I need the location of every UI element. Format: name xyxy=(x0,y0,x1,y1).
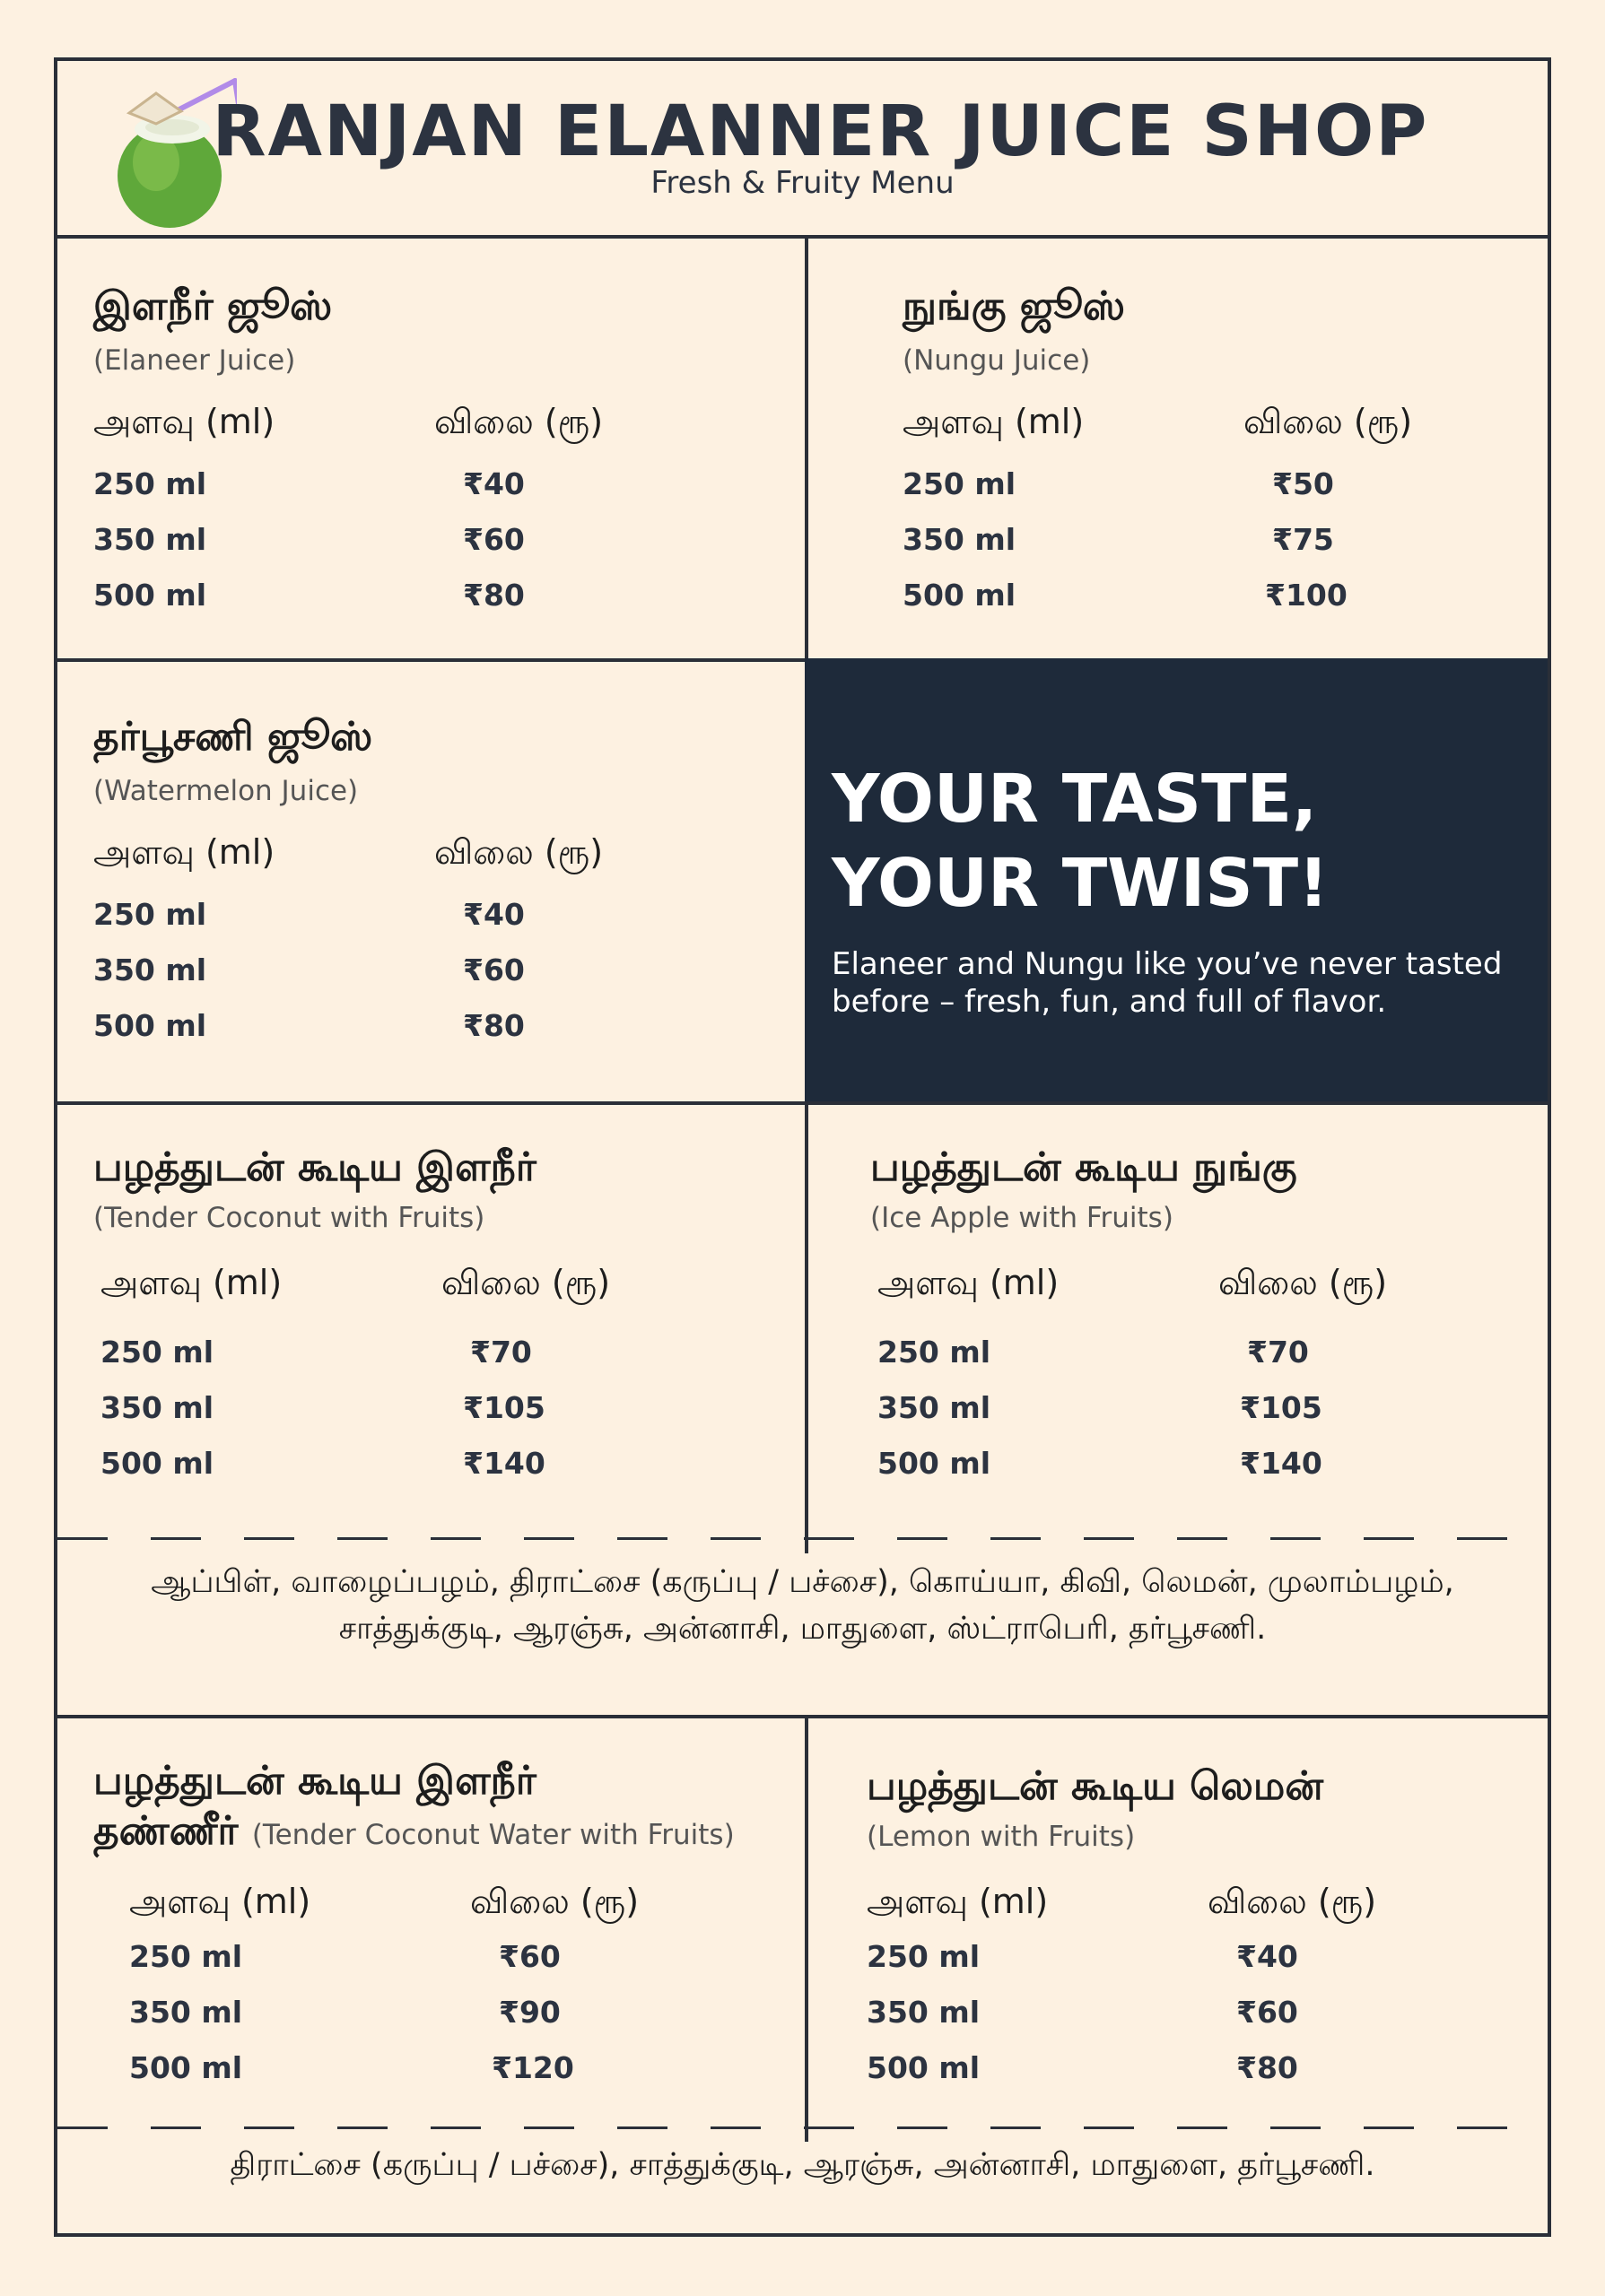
size-value: 350 ml xyxy=(877,1390,991,1425)
size-value: 350 ml xyxy=(903,522,1016,557)
section-title-continued: தண்ணீர் xyxy=(93,1808,239,1854)
header xyxy=(57,61,1548,235)
size-value: 350 ml xyxy=(93,522,207,557)
size-value: 250 ml xyxy=(903,466,1016,501)
price-value: ₹105 xyxy=(463,1390,545,1425)
promo-text: Elaneer and Nungu like you’ve never tasted before – fresh, fun, and full of flavor. xyxy=(832,946,1503,1020)
price-value: ₹60 xyxy=(499,1939,561,1974)
section-title: தர்பூசணி ஜூஸ் xyxy=(93,714,373,760)
price-value: ₹40 xyxy=(463,466,525,501)
size-column-header: அளவு (ml) xyxy=(93,402,275,441)
price-value: ₹90 xyxy=(499,1995,561,2030)
size-value: 500 ml xyxy=(93,578,207,613)
shop-subtitle: Fresh & Fruity Menu xyxy=(650,165,955,201)
divider xyxy=(57,1715,1548,1718)
price-value: ₹80 xyxy=(463,578,525,613)
price-value: ₹60 xyxy=(463,952,525,987)
price-value: ₹70 xyxy=(470,1335,532,1370)
size-value: 350 ml xyxy=(100,1390,214,1425)
size-value: 250 ml xyxy=(877,1335,991,1370)
price-value: ₹75 xyxy=(1272,522,1334,557)
size-column-header: அளவு (ml) xyxy=(867,1882,1049,1921)
section-title: நுங்கு ஜூஸ் xyxy=(903,283,1126,329)
section-subtitle: (Watermelon Juice) xyxy=(93,775,359,807)
price-column-header: விலை (ரூ) xyxy=(1218,1263,1388,1302)
section-subtitle: (Elaneer Juice) xyxy=(93,344,296,377)
divider xyxy=(805,1715,808,2142)
price-value: ₹40 xyxy=(1236,1939,1298,1974)
size-column-header: அளவு (ml) xyxy=(93,832,275,872)
promo-panel xyxy=(805,658,1548,1101)
size-value: 500 ml xyxy=(903,578,1016,613)
fruit-list-note: ஆப்பிள், வாழைப்பழம், திராட்சை (கருப்பு / பச்சை), கொய்யா, கிவி, லெமன், முலாம்பழம், சாத்துக்குடி, ஆரஞ்சு, அன்னாசி, மாதுளை, ஸ்ட்ராபெரி, தர்பூசணி. xyxy=(151,1564,1454,1647)
divider xyxy=(57,1101,1548,1105)
section-subtitle: (Nungu Juice) xyxy=(903,344,1091,377)
size-value: 250 ml xyxy=(100,1335,214,1370)
size-value: 500 ml xyxy=(100,1446,214,1481)
size-value: 500 ml xyxy=(129,2050,243,2085)
size-value: 350 ml xyxy=(867,1995,981,2030)
shop-title: RANJAN ELANNER JUICE SHOP xyxy=(212,91,1429,172)
section-subtitle: (Tender Coconut with Fruits) xyxy=(93,1202,485,1234)
divider xyxy=(57,235,1548,239)
price-value: ₹80 xyxy=(1236,2050,1298,2085)
promo-headline: YOUR TASTE, YOUR TWIST! xyxy=(832,761,1329,922)
size-value: 250 ml xyxy=(93,897,207,932)
price-column-header: விலை (ரூ) xyxy=(1243,402,1413,441)
size-value: 350 ml xyxy=(93,952,207,987)
dashed-divider xyxy=(57,2126,1548,2129)
price-value: ₹80 xyxy=(463,1008,525,1043)
price-column-header: விலை (ரூ) xyxy=(434,832,604,872)
size-value: 500 ml xyxy=(867,2050,981,2085)
section-title: பழத்துடன் கூடிய இளநீர் xyxy=(93,1144,536,1190)
size-column-header: அளவு (ml) xyxy=(100,1263,283,1302)
fruit-list-note: திராட்சை (கருப்பு / பச்சை), சாத்துக்குடி, ஆரஞ்சு, அன்னாசி, மாதுளை, தர்பூசணி. xyxy=(230,2147,1375,2183)
price-value: ₹140 xyxy=(463,1446,545,1481)
section-title: பழத்துடன் கூடிய லெமன் xyxy=(867,1763,1324,1809)
price-column-header: விலை (ரூ) xyxy=(434,402,604,441)
menu-board xyxy=(54,57,1551,2237)
price-value: ₹40 xyxy=(463,897,525,932)
price-column-header: விலை (ரூ) xyxy=(470,1882,640,1921)
price-value: ₹100 xyxy=(1265,578,1348,613)
price-column-header: விலை (ரூ) xyxy=(1208,1882,1377,1921)
section-subtitle: (Lemon with Fruits) xyxy=(867,1821,1136,1853)
size-value: 500 ml xyxy=(877,1446,991,1481)
size-value: 500 ml xyxy=(93,1008,207,1043)
price-value: ₹70 xyxy=(1247,1335,1309,1370)
size-column-header: அளவு (ml) xyxy=(129,1882,311,1921)
section-subtitle: (Tender Coconut Water with Fruits) xyxy=(251,1819,735,1851)
size-value: 250 ml xyxy=(129,1939,243,1974)
price-value: ₹60 xyxy=(463,522,525,557)
section-title-line2 xyxy=(93,1808,735,1859)
price-value: ₹120 xyxy=(492,2050,574,2085)
size-value: 350 ml xyxy=(129,1995,243,2030)
size-column-header: அளவு (ml) xyxy=(903,402,1085,441)
section-title: பழத்துடன் கூடிய நுங்கு xyxy=(870,1144,1297,1190)
price-column-header: விலை (ரூ) xyxy=(441,1263,611,1302)
section-subtitle: (Ice Apple with Fruits) xyxy=(870,1202,1173,1234)
section-title: பழத்துடன் கூடிய இளநீர் xyxy=(93,1758,536,1804)
price-value: ₹105 xyxy=(1240,1390,1322,1425)
price-value: ₹140 xyxy=(1240,1446,1322,1481)
price-value: ₹60 xyxy=(1236,1995,1298,2030)
size-column-header: அளவு (ml) xyxy=(877,1263,1060,1302)
dashed-divider xyxy=(57,1537,1548,1540)
price-value: ₹50 xyxy=(1272,466,1334,501)
size-value: 250 ml xyxy=(867,1939,981,1974)
section-title: இளநீர் ஜூஸ் xyxy=(93,283,333,329)
size-value: 250 ml xyxy=(93,466,207,501)
